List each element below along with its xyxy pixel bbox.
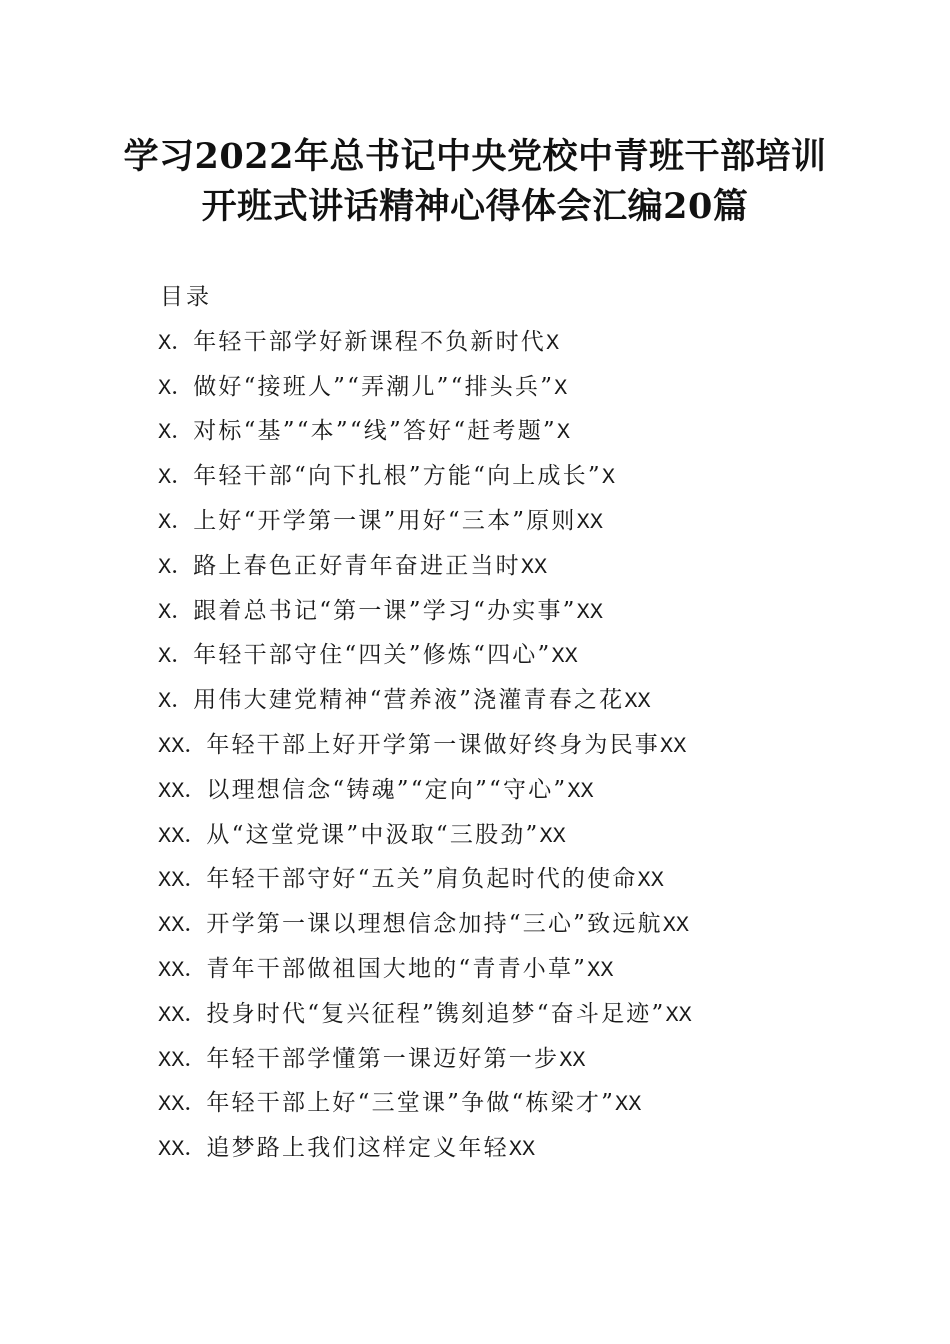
toc-item-number: XX． xyxy=(158,1137,207,1163)
toc-item[interactable] xyxy=(158,544,918,589)
toc-item-title: 年轻干部“向下扎根”方能“向上成长” xyxy=(193,463,602,490)
toc-item[interactable] xyxy=(158,992,918,1037)
toc-item-title: 上好“开学第一课”用好“三本”原则 xyxy=(193,507,577,534)
toc-item-title: 跟着总书记“第一课”学习“办实事” xyxy=(193,597,577,624)
toc-item-page: XX xyxy=(539,823,566,849)
toc-item-number: XX． xyxy=(158,1047,207,1073)
toc-item-page: XX xyxy=(576,509,604,535)
toc-item[interactable] xyxy=(158,633,918,678)
toc-item-page: XX xyxy=(567,778,594,804)
toc-item-number: XX． xyxy=(158,778,207,804)
toc-list xyxy=(158,320,918,1171)
toc-item-title: 年轻干部上好“三堂课”争做“栋梁才” xyxy=(206,1090,616,1117)
toc-item-page: XX xyxy=(508,1137,536,1163)
toc-item[interactable] xyxy=(158,768,918,813)
toc-item-number: X． xyxy=(158,375,194,401)
toc-item-page: X xyxy=(601,465,616,491)
toc-item-title: 从“这堂党课”中汲取“三股劲” xyxy=(206,821,540,848)
toc-item-page: XX xyxy=(660,733,687,759)
toc-item[interactable] xyxy=(158,1126,918,1171)
document-title-line-2: 开班式讲话精神心得体会汇编20篇 xyxy=(201,186,749,227)
toc-item-number: X． xyxy=(158,465,194,491)
toc-item[interactable] xyxy=(158,589,918,634)
toc-item-title: 青年干部做祖国大地的“青青小草” xyxy=(206,955,588,982)
toc-item[interactable] xyxy=(158,947,918,992)
toc-item-number: XX． xyxy=(158,823,207,849)
toc-item-page: X xyxy=(554,375,568,401)
toc-item-title: 投身时代“复兴征程”镌刻追梦“奋斗足迹” xyxy=(206,1000,666,1027)
toc-item[interactable] xyxy=(158,499,918,544)
toc-item[interactable] xyxy=(158,1037,918,1082)
toc-item[interactable] xyxy=(158,454,918,499)
table-of-contents xyxy=(158,275,918,1171)
toc-item-number: X． xyxy=(158,554,194,580)
toc-item-title: 年轻干部学好新课程不负新时代 xyxy=(193,328,547,355)
toc-item-title: 年轻干部上好开学第一课做好终身为民事 xyxy=(206,731,661,758)
toc-item-page: XX xyxy=(615,1092,642,1118)
toc-item-title: 对标“基”“本”“线”答好“赶考题” xyxy=(193,418,557,445)
toc-item-title: 以理想信念“铸魂”“定向”“守心” xyxy=(206,776,568,803)
toc-item-number: X． xyxy=(158,330,194,356)
toc-item[interactable] xyxy=(158,678,918,723)
toc-item-page: XX xyxy=(520,554,548,580)
toc-item-title: 路上春色正好青年奋进正当时 xyxy=(193,552,521,579)
toc-heading: 目录 xyxy=(160,284,212,310)
toc-item-number: XX． xyxy=(158,733,207,759)
toc-item-page: XX xyxy=(559,1047,586,1073)
toc-item-number: XX． xyxy=(158,868,207,894)
toc-item-number: XX． xyxy=(158,1002,207,1028)
toc-item[interactable] xyxy=(158,857,918,902)
toc-item-title: 年轻干部守好“五关”肩负起时代的使命 xyxy=(206,866,638,893)
toc-item-number: X． xyxy=(158,420,194,446)
toc-item-page: X xyxy=(556,420,571,446)
toc-item-title: 年轻干部守住“四关”修炼“四心” xyxy=(193,642,552,669)
toc-item-number: XX． xyxy=(158,913,207,939)
toc-item-number: X． xyxy=(158,599,194,625)
document-title xyxy=(60,132,890,232)
toc-item-page: X xyxy=(546,330,560,356)
toc-item[interactable] xyxy=(158,902,918,947)
toc-item[interactable] xyxy=(158,320,918,365)
toc-item-number: XX． xyxy=(158,1092,207,1118)
toc-item-number: X． xyxy=(158,509,194,535)
toc-item-page: XX xyxy=(662,913,690,939)
toc-item-title: 年轻干部学懂第一课迈好第一步 xyxy=(206,1045,560,1072)
toc-item-title: 用伟大建党精神“营养液”浇灌青春之花 xyxy=(193,687,625,714)
toc-item-title: 追梦路上我们这样定义年轻 xyxy=(206,1135,509,1162)
toc-item-number: X． xyxy=(158,644,194,670)
toc-item[interactable] xyxy=(158,365,918,410)
toc-item-page: XX xyxy=(587,957,614,983)
document-title-line-1: 学习2022年总书记中央党校中青班干部培训 xyxy=(123,136,827,177)
toc-item-page: XX xyxy=(665,1002,692,1028)
toc-item-page: XX xyxy=(576,599,604,625)
toc-item[interactable] xyxy=(158,813,918,858)
toc-item-number: XX． xyxy=(158,957,207,983)
toc-item-page: XX xyxy=(551,644,578,670)
toc-item-title: 开学第一课以理想信念加持“三心”致远航 xyxy=(206,911,663,938)
toc-item[interactable] xyxy=(158,723,918,768)
toc-item-page: XX xyxy=(624,689,651,715)
toc-item[interactable] xyxy=(158,409,918,454)
toc-item-title: 做好“接班人”“弄潮儿”“排头兵” xyxy=(193,373,555,400)
toc-item-page: XX xyxy=(637,868,664,894)
toc-item[interactable] xyxy=(158,1081,918,1126)
toc-item-number: X． xyxy=(158,689,194,715)
